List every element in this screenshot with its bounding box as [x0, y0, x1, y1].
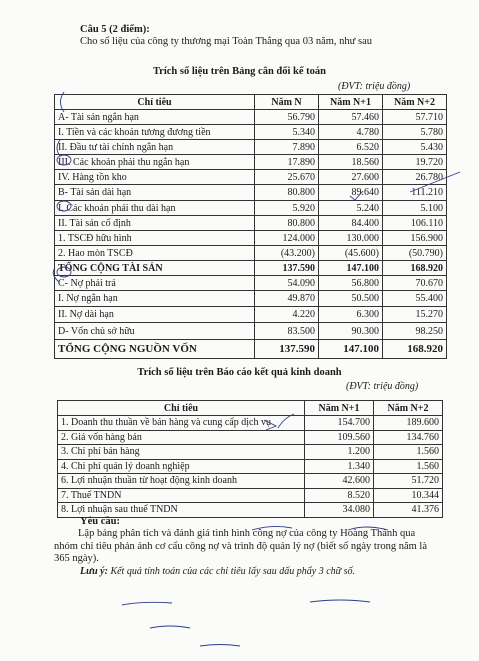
row-value: 168.920: [383, 261, 447, 276]
row-label: B- Tài sản dài hạn: [55, 185, 255, 201]
table-row: [55, 110, 447, 125]
row-label: III. Các khoản phải thu ngắn hạn: [55, 155, 255, 170]
row-value: 137.590: [255, 340, 319, 359]
row-label: 4. Chi phí quản lý doanh nghiệp: [58, 459, 305, 474]
bs-header-year-n2: Năm N+2: [383, 95, 447, 110]
table-row: [58, 503, 443, 518]
pen-scribble-mark: [310, 600, 370, 602]
row-label: 1. TSCĐ hữu hình: [55, 231, 255, 246]
row-value: 4.780: [319, 125, 383, 140]
pen-scribble-mark: [122, 602, 172, 605]
row-value: 1.560: [374, 459, 443, 474]
is-header-indicator: Chỉ tiêu: [58, 401, 305, 416]
row-value: 55.400: [383, 291, 447, 307]
row-value: 137.590: [255, 261, 319, 276]
row-value: 56.800: [319, 276, 383, 291]
table-row: [55, 140, 447, 155]
note-text: Kết quả tính toán của các chỉ tiêu lấy sau dấu phẩy 3 chữ số.: [110, 566, 356, 577]
requirement-title: Yêu cầu:: [80, 516, 120, 527]
row-value: 156.900: [383, 231, 447, 246]
table-row: [55, 323, 447, 340]
row-value: 5.340: [255, 125, 319, 140]
table-row: [58, 430, 443, 445]
row-value: 106.110: [383, 216, 447, 231]
requirement-note: [80, 566, 355, 577]
row-value: 54.090: [255, 276, 319, 291]
row-value: 7.890: [255, 140, 319, 155]
row-label: 3. Chi phí bán hàng: [58, 445, 305, 460]
row-value: 17.890: [255, 155, 319, 170]
row-label: 8. Lợi nhuận sau thuế TNDN: [58, 503, 305, 518]
row-value: 26.780: [383, 170, 447, 185]
row-value: 109.560: [305, 430, 374, 445]
row-label: C- Nợ phải trả: [55, 276, 255, 291]
row-value: 83.500: [255, 323, 319, 340]
income-statement-table: [57, 400, 443, 518]
bs-header-year-n1: Năm N+1: [319, 95, 383, 110]
table-row: [55, 216, 447, 231]
table-row: [55, 276, 447, 291]
row-value: 168.920: [383, 340, 447, 359]
balance-sheet-unit: (ĐVT: triệu đồng): [338, 81, 411, 92]
row-value: 6.300: [319, 307, 383, 323]
row-value: 15.270: [383, 307, 447, 323]
row-value: (43.200): [255, 246, 319, 261]
row-value: 80.800: [255, 185, 319, 201]
pen-scribble-mark: [150, 626, 190, 628]
table-row: [58, 488, 443, 503]
row-value: 49.870: [255, 291, 319, 307]
row-label: IV. Hàng tồn kho: [55, 170, 255, 185]
row-value: 111.210: [383, 185, 447, 201]
row-value: 89.640: [319, 185, 383, 201]
income-statement-title: Trích số liệu trên Báo cáo kết quả kinh doanh: [137, 367, 342, 378]
question-title: Câu 5 (2 điểm):: [80, 24, 150, 35]
row-value: 70.670: [383, 276, 447, 291]
row-value: 189.600: [374, 416, 443, 431]
bs-header-indicator: Chỉ tiêu: [55, 95, 255, 110]
table-row: [58, 459, 443, 474]
row-label: 1. Doanh thu thuần về bán hàng và cung cấp dịch vụ: [58, 416, 305, 431]
row-label: I. Các khoản phải thu dài hạn: [55, 201, 255, 216]
row-value: 50.500: [319, 291, 383, 307]
row-value: 42.600: [305, 474, 374, 489]
balance-sheet-table: [54, 94, 447, 359]
note-label: Lưu ý:: [80, 566, 108, 577]
table-row: [55, 246, 447, 261]
row-label: II. Tài sản cố định: [55, 216, 255, 231]
row-value: 84.400: [319, 216, 383, 231]
table-row: [55, 307, 447, 323]
row-value: 124.000: [255, 231, 319, 246]
row-label: 7. Thuế TNDN: [58, 488, 305, 503]
row-value: 19.720: [383, 155, 447, 170]
row-value: (50.790): [383, 246, 447, 261]
table-row: [55, 201, 447, 216]
row-value: 57.710: [383, 110, 447, 125]
table-row: [55, 185, 447, 201]
table-row: [55, 340, 447, 359]
row-label: A- Tài sản ngắn hạn: [55, 110, 255, 125]
row-label: II. Đầu tư tài chính ngắn hạn: [55, 140, 255, 155]
table-row: [58, 416, 443, 431]
row-value: 130.000: [319, 231, 383, 246]
row-value: 10.344: [374, 488, 443, 503]
row-label: 6. Lợi nhuận thuần từ hoạt động kinh doanh: [58, 474, 305, 489]
row-label: I. Tiền và các khoản tương đương tiền: [55, 125, 255, 140]
question-intro: Cho số liệu của công ty thương mại Toàn Thắng qua 03 năm, như sau: [80, 36, 372, 47]
row-value: 134.760: [374, 430, 443, 445]
is-header-year-n2: Năm N+2: [374, 401, 443, 416]
row-value: 1.560: [374, 445, 443, 460]
row-label: TỔNG CỘNG NGUỒN VỐN: [55, 340, 255, 359]
table-row: [55, 261, 447, 276]
income-statement-unit: (ĐVT: triệu đồng): [346, 381, 419, 392]
row-value: 5.780: [383, 125, 447, 140]
row-label: 2. Giá vốn hàng bán: [58, 430, 305, 445]
row-value: 80.800: [255, 216, 319, 231]
row-value: 4.220: [255, 307, 319, 323]
row-label: D- Vốn chủ sở hữu: [55, 323, 255, 340]
table-row: [55, 231, 447, 246]
bs-header-year-n: Năm N: [255, 95, 319, 110]
row-value: (45.600): [319, 246, 383, 261]
table-row: [58, 445, 443, 460]
row-value: 6.520: [319, 140, 383, 155]
row-value: 27.600: [319, 170, 383, 185]
table-row: [58, 474, 443, 489]
row-label: II. Nợ dài hạn: [55, 307, 255, 323]
row-label: I. Nợ ngắn hạn: [55, 291, 255, 307]
row-value: 34.080: [305, 503, 374, 518]
row-value: 5.100: [383, 201, 447, 216]
row-value: 57.460: [319, 110, 383, 125]
row-value: 8.520: [305, 488, 374, 503]
row-value: 90.300: [319, 323, 383, 340]
row-value: 5.920: [255, 201, 319, 216]
row-value: 5.430: [383, 140, 447, 155]
row-value: 18.560: [319, 155, 383, 170]
requirement-body: Lập bảng phân tích và đánh giá tình hình công nợ của công ty Hoàng Thành qua nhóm chỉ tiêu phản ánh cơ cấu công nợ và trình độ quản lý nợ (biết số ngày trong năm là 365 ngày).: [54, 528, 427, 564]
row-value: 51.720: [374, 474, 443, 489]
balance-sheet-title: Trích số liệu trên Bảng cân đối kế toán: [152, 66, 327, 77]
table-row: [55, 291, 447, 307]
row-value: 147.100: [319, 340, 383, 359]
row-value: 41.376: [374, 503, 443, 518]
row-value: 98.250: [383, 323, 447, 340]
row-value: 25.670: [255, 170, 319, 185]
table-row: [55, 155, 447, 170]
is-header-year-n1: Năm N+1: [305, 401, 374, 416]
row-value: 154.700: [305, 416, 374, 431]
table-row: [55, 125, 447, 140]
row-value: 1.200: [305, 445, 374, 460]
table-row: [55, 170, 447, 185]
pen-scribble-mark: [200, 645, 240, 647]
row-label: TỔNG CỘNG TÀI SẢN: [55, 261, 255, 276]
row-value: 5.240: [319, 201, 383, 216]
row-value: 147.100: [319, 261, 383, 276]
row-label: 2. Hao mòn TSCĐ: [55, 246, 255, 261]
row-value: 1.340: [305, 459, 374, 474]
row-value: 56.790: [255, 110, 319, 125]
